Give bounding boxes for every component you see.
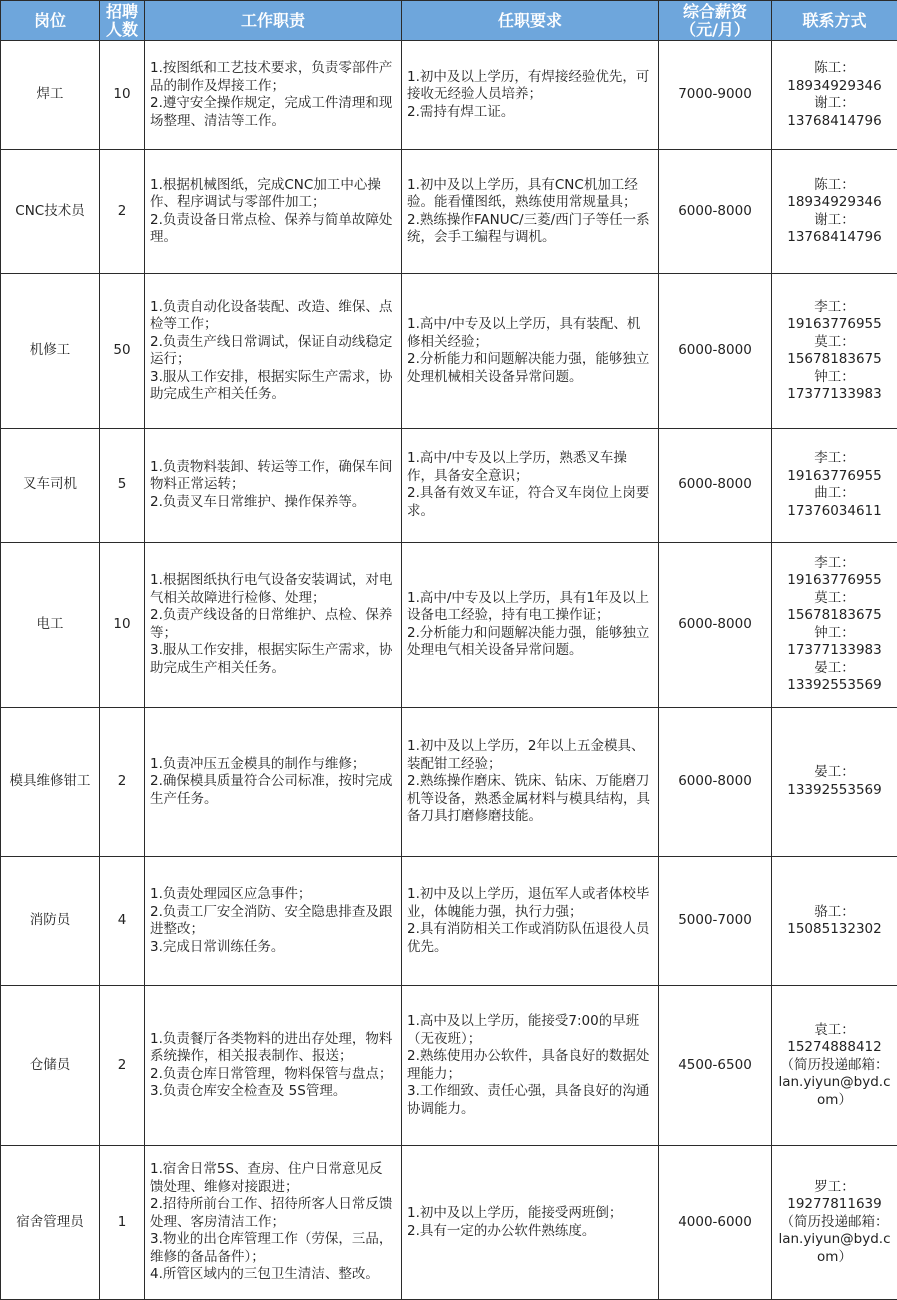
requirement-line: 3.工作细致、责任心强，具备良好的沟通协调能力。 (407, 1083, 650, 1117)
duties-cell (145, 707, 402, 857)
contact-line: （简历投递邮箱： (780, 1213, 889, 1230)
contact-cell (772, 274, 897, 429)
table-row (1, 857, 897, 986)
requirement-line: 2.熟练使用办公软件，具备良好的数据处理能力； (407, 1048, 650, 1082)
salary-cell: 6000-8000 (659, 150, 772, 274)
requirement-line: 1.初中及以上学历，有焊接经验优先，可接收无经验人员培养； (407, 68, 650, 103)
requirement-line: 2.具有消防相关工作或消防队伍退役人员优先。 (407, 921, 650, 955)
requirements-cell (402, 707, 659, 857)
duty-line: 2.负责工厂安全消防、安全隐患排查及跟进整改； (150, 903, 393, 938)
salary-cell: 6000-8000 (659, 428, 772, 542)
salary-cell: 4000-6000 (659, 1146, 772, 1300)
contact-line: 李工： (814, 298, 855, 315)
salary-cell: 7000-9000 (659, 41, 772, 150)
count-cell: 10 (100, 542, 145, 707)
duties-cell (145, 857, 402, 986)
job-table-body (1, 41, 897, 1300)
contact-cell (772, 150, 897, 274)
requirement-line: 2.熟练操作磨床、铣床、钻床、万能磨刀机等设备，熟悉金属材料与模具结构，具备刀具打磨修磨技能。 (407, 773, 650, 825)
position-cell: 宿舍管理员 (1, 1146, 100, 1300)
requirement-line: 2.具有一定的办公软件熟练度。 (407, 1222, 596, 1239)
contact-line: lan.yiyun@byd.com） (778, 1231, 891, 1265)
contact-line: 15678183675 (787, 607, 882, 624)
position-cell: 叉车司机 (1, 428, 100, 542)
table-row (1, 1146, 897, 1300)
duty-line: 1.宿舍日常5S、查房、住户日常意见反馈处理、维修对接跟进； (150, 1161, 383, 1195)
contact-line: 19163776955 (787, 572, 882, 589)
count-cell: 2 (100, 986, 145, 1146)
contact-line: 17376034611 (787, 502, 882, 519)
table-row (1, 41, 897, 150)
contact-cell (772, 707, 897, 857)
duty-line: 1.根据图纸执行电气设备安装调试，对电气相关故障进行检修、处理； (150, 572, 393, 606)
requirement-line: 2.具备有效叉车证，符合叉车岗位上岗要求。 (407, 485, 650, 519)
header-contact: 联系方式 (772, 1, 897, 41)
header-salary (659, 1, 772, 41)
requirement-line: 2.分析能力和问题解决能力强，能够独立处理机械相关设备异常问题。 (407, 351, 650, 385)
duties-cell (145, 986, 402, 1146)
contact-line: 谢工： (814, 211, 855, 228)
position-cell: 电工 (1, 542, 100, 707)
duties-cell (145, 41, 402, 150)
duties-cell (145, 542, 402, 707)
salary-cell: 6000-8000 (659, 707, 772, 857)
header-duties: 工作职责 (145, 1, 402, 41)
duty-line: 2.遵守安全操作规定，完成工件清理和现场整理、清洁等工作。 (150, 95, 393, 129)
contact-line: 17377133983 (787, 642, 882, 659)
header-count-line1: 招聘 (105, 1, 138, 21)
requirements-cell (402, 986, 659, 1146)
requirement-line: 1.高中/中专及以上学历，具有装配、机修相关经验； (407, 316, 641, 350)
contact-line: 晏工： (814, 659, 855, 676)
requirement-line: 2.熟练操作FANUC/三菱/西门子等任一系统，会手工编程与调机。 (407, 211, 650, 246)
contact-line: 13392553569 (787, 677, 882, 694)
contact-line: 13768414796 (787, 112, 882, 129)
position-cell: CNC技术员 (1, 150, 100, 274)
contact-line: 莫工： (814, 589, 855, 606)
header-count (100, 1, 145, 41)
requirements-cell (402, 274, 659, 429)
position-cell: 仓储员 (1, 986, 100, 1146)
requirements-cell (402, 150, 659, 274)
count-cell: 50 (100, 274, 145, 429)
requirement-line: 1.初中及以上学历，能接受两班倒； (407, 1205, 623, 1222)
duty-line: 4.所管区域内的三包卫生清洁、整改。 (150, 1266, 379, 1283)
contact-line: 罗工： (814, 1178, 855, 1195)
contact-line: 15274888412 (787, 1039, 882, 1056)
contact-line: 13392553569 (787, 781, 882, 798)
table-row (1, 150, 897, 274)
duties-cell (145, 274, 402, 429)
position-cell: 模具维修钳工 (1, 707, 100, 857)
duties-cell (145, 150, 402, 274)
duty-line: 1.负责物料装卸、转运等工作，确保车间物料正常运转； (150, 458, 393, 493)
contact-line: 李工： (814, 554, 855, 571)
header-row (1, 1, 897, 41)
count-cell: 2 (100, 150, 145, 274)
count-cell: 5 (100, 428, 145, 542)
contact-line: lan.yiyun@byd.com） (778, 1074, 891, 1108)
duty-line: 1.负责自动化设备装配、改造、维保、点检等工作； (150, 298, 393, 333)
contact-line: 13768414796 (787, 229, 882, 246)
requirement-line: 1.初中及以上学历，具有CNC机加工经验。能看懂图纸，熟练使用常规量具； (407, 176, 638, 211)
header-requirements: 任职要求 (402, 1, 659, 41)
count-cell: 4 (100, 857, 145, 986)
requirements-cell (402, 857, 659, 986)
duty-line: 3.完成日常训练任务。 (150, 938, 285, 955)
contact-line: （简历投递邮箱： (780, 1056, 889, 1073)
duty-line: 2.负责设备日常点检、保养与简单故障处理。 (150, 211, 393, 246)
requirements-cell (402, 428, 659, 542)
contact-line: 19163776955 (787, 467, 882, 484)
requirements-cell (402, 542, 659, 707)
table-row (1, 274, 897, 429)
duty-line: 3.负责仓库安全检查及 5S管理。 (150, 1083, 347, 1100)
contact-line: 17377133983 (787, 386, 882, 403)
contact-cell (772, 1146, 897, 1300)
header-salary-line1: 综合薪资 (682, 1, 747, 21)
contact-line: 18934929346 (787, 194, 882, 211)
duty-line: 3.物业的出仓库管理工作（劳保，三品，维修的备品备件）； (150, 1231, 393, 1265)
requirement-line: 1.初中及以上学历，退伍军人或者体校毕业，体魄能力强，执行力强； (407, 886, 650, 920)
contact-line: 莫工： (814, 333, 855, 350)
table-row (1, 542, 897, 707)
requirement-line: 1.高中/中专及以上学历，熟悉叉车操作，具备安全意识； (407, 450, 627, 484)
contact-line: 钟工： (814, 368, 855, 385)
count-cell: 10 (100, 41, 145, 150)
duty-line: 3.服从工作安排，根据实际生产需求，协助完成生产相关任务。 (150, 642, 393, 676)
header-count-line2: 人数 (105, 19, 138, 39)
salary-cell: 6000-8000 (659, 274, 772, 429)
table-row (1, 428, 897, 542)
contact-cell (772, 41, 897, 150)
contact-line: 陈工： (814, 60, 855, 77)
contact-line: 曲工： (814, 485, 855, 502)
requirements-cell (402, 1146, 659, 1300)
duty-line: 2.招待所前台工作、招待所客人日常反馈处理、客房清洁工作； (150, 1196, 393, 1230)
requirement-line: 2.分析能力和问题解决能力强，能够独立处理电气相关设备异常问题。 (407, 624, 650, 659)
contact-line: 19277811639 (787, 1196, 882, 1213)
position-cell: 机修工 (1, 274, 100, 429)
salary-cell: 4500-6500 (659, 986, 772, 1146)
requirement-line: 2.需持有焊工证。 (407, 103, 515, 120)
salary-cell: 5000-7000 (659, 857, 772, 986)
duty-line: 1.根据机械图纸，完成CNC加工中心操作、程序调试与零部件加工； (150, 176, 381, 211)
count-cell: 1 (100, 1146, 145, 1300)
salary-cell: 6000-8000 (659, 542, 772, 707)
contact-line: 19163776955 (787, 316, 882, 333)
requirement-line: 1.高中/中专及以上学历，具有1年及以上设备电工经验，持有电工操作证； (407, 589, 650, 624)
position-cell: 消防员 (1, 857, 100, 986)
contact-line: 15085132302 (787, 921, 882, 938)
contact-line: 李工： (814, 450, 855, 467)
contact-line: 18934929346 (787, 77, 882, 94)
contact-line: 钟工： (814, 624, 855, 641)
count-cell: 2 (100, 707, 145, 857)
contact-cell (772, 986, 897, 1146)
table-row (1, 986, 897, 1146)
duty-line: 2.负责仓库日常管理，物料保管与盘点； (150, 1065, 393, 1082)
contact-cell (772, 428, 897, 542)
contact-line: 骆工： (814, 903, 855, 920)
table-row (1, 707, 897, 857)
requirement-line: 1.高中及以上学历，能接受7:00的早班（无夜班）； (407, 1013, 640, 1047)
duty-line: 1.负责冲压五金模具的制作与维修； (150, 755, 366, 772)
requirement-line: 1.初中及以上学历，2年以上五金模具、装配钳工经验； (407, 738, 645, 772)
duties-cell (145, 428, 402, 542)
contact-line: 晏工： (814, 764, 855, 781)
contact-cell (772, 857, 897, 986)
duty-line: 1.负责餐厅各类物料的进出存处理，物料系统操作，相关报表制作、报送； (150, 1030, 393, 1065)
duty-line: 3.服从工作安排，根据实际生产需求，协助完成生产相关任务。 (150, 368, 393, 403)
duty-line: 2.负责叉车日常维护、操作保养等。 (150, 493, 366, 510)
contact-line: 15678183675 (787, 351, 882, 368)
duties-cell (145, 1146, 402, 1300)
duty-line: 1.按图纸和工艺技术要求，负责零部件产品的制作及焊接工作； (150, 60, 393, 94)
contact-cell (772, 542, 897, 707)
duty-line: 2.负责生产线日常调试，保证自动线稳定运行； (150, 333, 393, 368)
contact-line: 陈工： (814, 176, 855, 193)
contact-line: 谢工： (814, 95, 855, 112)
header-position: 岗位 (1, 1, 100, 41)
duty-line: 1.负责处理园区应急事件； (150, 886, 312, 903)
position-cell: 焊工 (1, 41, 100, 150)
contact-line: 袁工： (814, 1021, 855, 1038)
duty-line: 2.确保模具质量符合公司标准，按时完成生产任务。 (150, 773, 393, 807)
header-salary-line2: （元/月） (680, 19, 750, 39)
requirements-cell (402, 41, 659, 150)
duty-line: 2.负责产线设备的日常维护、点检、保养等； (150, 607, 393, 641)
